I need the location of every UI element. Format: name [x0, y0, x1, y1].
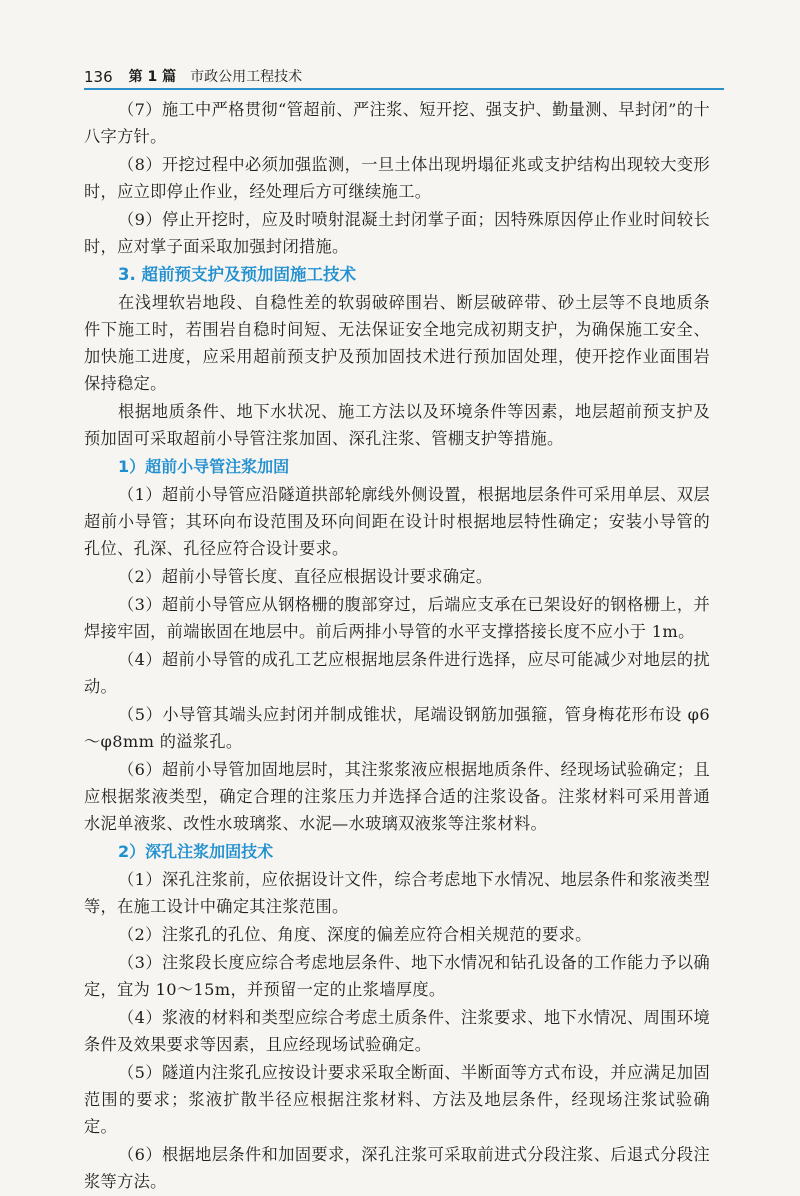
header-rule: [84, 88, 724, 90]
page-body: [84, 96, 710, 1196]
list-item: （1）超前小导管应沿隧道拱部轮廓线外侧设置，根据地层条件可采用单层、双层超前小导管；其环向布设范围及环向间距在设计时根据地层特性确定；安装小导管的孔位、孔深、孔径应符合设计要求。: [84, 485, 710, 558]
list-item: （4）超前小导管的成孔工艺应根据地层条件进行选择，应尽可能减少对地层的扰动。: [84, 650, 710, 696]
header-title: 市政公用工程技术: [190, 69, 303, 85]
paragraph-9: （9）停止开挖时，应及时喷射混凝土封闭掌子面；因特殊原因停止作业时间较长时，应对掌子面采取加强封闭措施。: [84, 210, 710, 256]
running-header: [84, 58, 724, 86]
subsection-heading-2: 2）深孔注浆加固技术: [118, 842, 274, 861]
list-item: （3）注浆段长度应综合考虑地层条件、地下水情况和钻孔设备的工作能力予以确定，宜为 10～15m，并预留一定的止浆墙厚度。: [84, 953, 710, 999]
subsection-heading-1: 1）超前小导管注浆加固: [118, 457, 290, 476]
list-item: （5）小导管其端头应封闭并制成锥状，尾端设钢筋加强箍，管身梅花形布设 φ6～φ8mm 的溢浆孔。: [84, 705, 710, 751]
list-item: （2）注浆孔的孔位、角度、深度的偏差应符合相关规范的要求。: [118, 925, 592, 944]
list-item: （4）浆液的材料和类型应综合考虑土质条件、注浆要求、地下水情况、周围环境条件及效果要求等因素，且应经现场试验确定。: [84, 1008, 710, 1054]
page-number: 136: [84, 68, 113, 86]
section-heading: 3. 超前预支护及预加固施工技术: [118, 265, 356, 284]
list-item: （3）超前小导管应从钢格栅的腹部穿过，后端应支承在已架设好的钢格栅上，并焊接牢固，前端嵌固在地层中。前后两排小导管的水平支撑搭接长度不应小于 1m。: [84, 595, 710, 641]
list-item: （6）超前小导管加固地层时，其注浆浆液应根据地质条件、经现场试验确定；且应根据浆液类型，确定合理的注浆压力并选择合适的注浆设备。注浆材料可采用普通水泥单液浆、改性水玻璃浆、水泥—水玻璃双液浆等注浆材料。: [84, 760, 710, 833]
list-item: （5）隧道内注浆孔应按设计要求采取全断面、半断面等方式布设，并应满足加固范围的要求；浆液扩散半径应根据注浆材料、方法及地层条件，经现场注浆试验确定。: [84, 1063, 710, 1136]
paragraph-8: （8）开挖过程中必须加强监测，一旦土体出现坍塌征兆或支护结构出现较大变形时，应立即停止作业，经处理后方可继续施工。: [84, 155, 710, 201]
list-item: （6）根据地层条件和加固要求，深孔注浆可采取前进式分段注浆、后退式分段注浆等方法。: [84, 1145, 710, 1191]
paragraph-7: （7）施工中严格贯彻“管超前、严注浆、短开挖、强支护、勤量测、早封闭”的十八字方针。: [84, 100, 710, 146]
section-intro-paragraph: 在浅埋软岩地段、自稳性差的软弱破碎围岩、断层破碎带、砂土层等不良地质条件下施工时，若围岩自稳时间短、无法保证安全地完成初期支护，为确保施工安全、加快施工进度，应采用超前预支护及预加固技术进行预加固处理，使开挖作业面围岩保持稳定。: [84, 293, 710, 393]
part-label: 第 1 篇: [128, 69, 177, 85]
list-item: （1）深孔注浆前，应依据设计文件，综合考虑地下水情况、地层条件和浆液类型等，在施工设计中确定其注浆范围。: [84, 870, 710, 916]
list-item: （2）超前小导管长度、直径应根据设计要求确定。: [118, 567, 493, 586]
section-measures-paragraph: 根据地质条件、地下水状况、施工方法以及环境条件等因素，地层超前预支护及预加固可采取超前小导管注浆加固、深孔注浆、管棚支护等措施。: [84, 402, 710, 448]
